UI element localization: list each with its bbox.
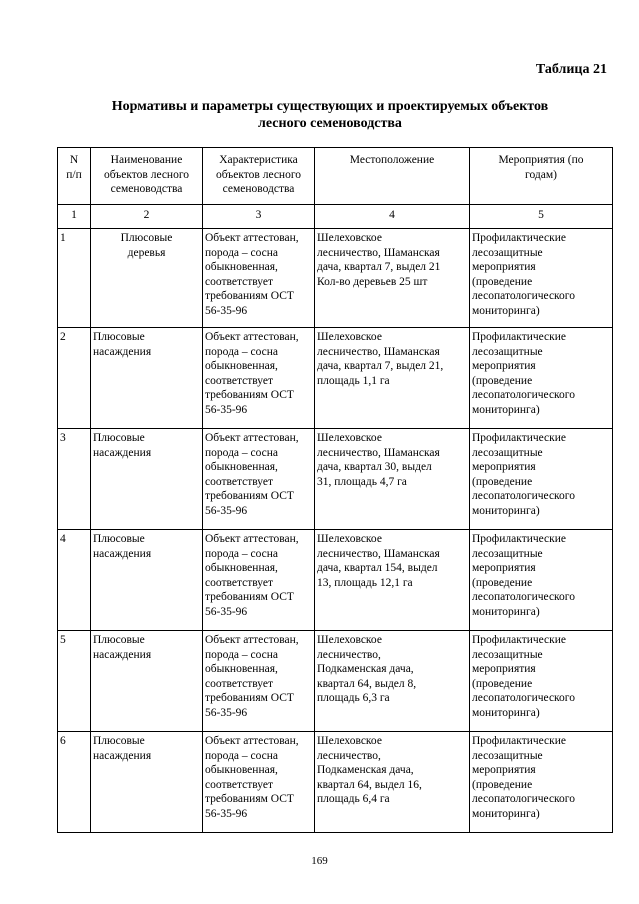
cell-line: Объект аттестован, bbox=[205, 533, 299, 545]
cell-measures bbox=[470, 732, 613, 833]
col-index: 1 bbox=[58, 205, 91, 229]
cell-measures bbox=[470, 429, 613, 530]
cell-location bbox=[315, 530, 470, 631]
cell-line: лесопатологического bbox=[472, 490, 575, 502]
cell-line: Шелеховское bbox=[317, 331, 382, 343]
cell-line: площадь 1,1 га bbox=[317, 374, 390, 387]
cell-characteristic bbox=[203, 229, 315, 328]
cell-characteristic bbox=[203, 732, 315, 833]
cell-line: мероприятия bbox=[472, 461, 536, 473]
cell-line: 56-35-96 bbox=[205, 304, 248, 317]
cell-line: дача, квартал 30, выдел bbox=[317, 461, 432, 473]
cell-line: лесозащитные bbox=[472, 246, 543, 259]
cell-line: Плюсовые bbox=[120, 232, 173, 244]
cell-line: порода – сосна bbox=[205, 345, 279, 358]
cell-line: соответствует bbox=[205, 677, 274, 690]
cell-line: Профилактические bbox=[472, 432, 566, 444]
table-label: Таблица 21 bbox=[535, 62, 607, 77]
cell-characteristic bbox=[203, 429, 315, 530]
cell-line: (проведение bbox=[472, 576, 533, 589]
cell-line: Объект аттестован, bbox=[205, 634, 299, 646]
page-number: 169 bbox=[311, 855, 328, 867]
cell-measures bbox=[470, 229, 613, 328]
table-row bbox=[58, 631, 613, 732]
cell-line: Шелеховское bbox=[317, 432, 382, 444]
cell-line: мониторинга) bbox=[472, 807, 540, 820]
cell-object-name bbox=[91, 429, 203, 530]
cell-line: обыкновенная, bbox=[205, 562, 278, 574]
cell-line: насаждения bbox=[93, 749, 152, 762]
cell-line: Профилактические bbox=[472, 533, 566, 545]
cell-line: 13, площадь 12,1 га bbox=[317, 576, 413, 589]
table-row bbox=[58, 328, 613, 429]
cell-line: лесничество, Шаманская bbox=[317, 345, 440, 358]
seed-objects-table bbox=[57, 147, 613, 833]
cell-line: лесозащитные bbox=[472, 648, 543, 661]
table-title bbox=[60, 98, 600, 132]
cell-line: Шелеховское bbox=[317, 735, 382, 747]
cell-location bbox=[315, 732, 470, 833]
cell-line: соответствует bbox=[205, 778, 274, 791]
cell-line: площадь 6,4 га bbox=[317, 793, 390, 805]
cell-line: порода – сосна bbox=[205, 246, 279, 259]
table-row bbox=[58, 732, 613, 833]
cell-line: мероприятия bbox=[472, 562, 536, 574]
cell-location bbox=[315, 429, 470, 530]
cell-line: Плюсовые bbox=[93, 331, 145, 343]
cell-line: лесничество, bbox=[317, 749, 381, 762]
cell-line: соответствует bbox=[205, 275, 274, 288]
table-row bbox=[58, 229, 613, 328]
col-header-number: N п/п bbox=[58, 148, 91, 205]
cell-line: насаждения bbox=[93, 547, 152, 560]
cell-line: требованиям ОСТ bbox=[205, 389, 294, 401]
table-row bbox=[58, 429, 613, 530]
cell-line: 56-35-96 bbox=[205, 403, 248, 416]
cell-line: (проведение bbox=[472, 778, 533, 791]
cell-line: соответствует bbox=[205, 576, 274, 589]
title-line-1: Нормативы и параметры существующих и проектируемых объектов bbox=[111, 99, 549, 114]
cell-line: лесозащитные bbox=[472, 547, 543, 560]
cell-line: 56-35-96 bbox=[205, 706, 248, 719]
cell-line: Плюсовые bbox=[93, 533, 145, 545]
cell-line: Профилактические bbox=[472, 634, 566, 646]
cell-number: 4 bbox=[58, 530, 91, 631]
cell-line: дача, квартал 7, выдел 21, bbox=[317, 360, 444, 372]
cell-line: требованиям ОСТ bbox=[205, 591, 294, 603]
col-header-characteristic: Характеристика объектов лесного семеноводства bbox=[203, 148, 315, 205]
header-row bbox=[58, 148, 613, 205]
col-index: 3 bbox=[203, 205, 315, 229]
cell-line: Плюсовые bbox=[93, 432, 145, 444]
cell-line: лесопатологического bbox=[472, 692, 575, 704]
col-index: 5 bbox=[470, 205, 613, 229]
col-header-name: Наименование объектов лесного семеноводства bbox=[91, 148, 203, 205]
col-header-measures: Мероприятия (по годам) bbox=[470, 148, 613, 205]
cell-line: лесопатологического bbox=[472, 591, 575, 603]
cell-line: мониторинга) bbox=[472, 504, 540, 517]
col-index: 4 bbox=[315, 205, 470, 229]
cell-line: соответствует bbox=[205, 374, 274, 387]
cell-line: (проведение bbox=[472, 275, 533, 288]
cell-object-name bbox=[91, 328, 203, 429]
cell-line: Шелеховское bbox=[317, 634, 382, 646]
cell-line: соответствует bbox=[205, 475, 274, 488]
cell-line: мероприятия bbox=[472, 261, 536, 273]
cell-line: насаждения bbox=[93, 446, 152, 459]
cell-characteristic bbox=[203, 328, 315, 429]
cell-line: лесничество, Шаманская bbox=[317, 547, 440, 560]
cell-line: Профилактические bbox=[472, 735, 566, 747]
cell-line: Объект аттестован, bbox=[205, 735, 299, 747]
table-row bbox=[58, 530, 613, 631]
cell-line: мониторинга) bbox=[472, 403, 540, 416]
cell-line: лесничество, Шаманская bbox=[317, 246, 440, 259]
cell-line: мероприятия bbox=[472, 764, 536, 776]
cell-object-name bbox=[91, 732, 203, 833]
cell-line: площадь 6,3 га bbox=[317, 692, 390, 704]
cell-line: Плюсовые bbox=[93, 735, 145, 747]
cell-line: квартал 64, выдел 16, bbox=[317, 778, 422, 791]
cell-line: обыкновенная, bbox=[205, 261, 278, 273]
cell-line: требованиям ОСТ bbox=[205, 793, 294, 805]
cell-line: Плюсовые bbox=[93, 634, 145, 646]
cell-line: порода – сосна bbox=[205, 749, 279, 762]
cell-line: обыкновенная, bbox=[205, 360, 278, 372]
cell-number: 1 bbox=[58, 229, 91, 328]
cell-line: порода – сосна bbox=[205, 547, 279, 560]
cell-line: лесозащитные bbox=[472, 345, 543, 358]
cell-line: 56-35-96 bbox=[205, 504, 248, 517]
cell-line: лесопатологического bbox=[472, 389, 575, 401]
cell-characteristic bbox=[203, 631, 315, 732]
cell-line: насаждения bbox=[93, 648, 152, 661]
cell-line: дача, квартал 7, выдел 21 bbox=[317, 261, 441, 273]
cell-line: порода – сосна bbox=[205, 446, 279, 459]
cell-characteristic bbox=[203, 530, 315, 631]
cell-line: Профилактические bbox=[472, 331, 566, 343]
cell-line: Объект аттестован, bbox=[205, 432, 299, 444]
cell-line: квартал 64, выдел 8, bbox=[317, 677, 417, 690]
cell-line: обыкновенная, bbox=[205, 461, 278, 473]
cell-object-name bbox=[91, 229, 203, 328]
cell-line: лесопатологического bbox=[472, 290, 575, 302]
cell-location bbox=[315, 229, 470, 328]
cell-line: требованиям ОСТ bbox=[205, 490, 294, 502]
cell-measures bbox=[470, 530, 613, 631]
cell-line: деревья bbox=[127, 246, 166, 259]
cell-line: мониторинга) bbox=[472, 605, 540, 618]
cell-line: дача, квартал 154, выдел bbox=[317, 562, 438, 574]
cell-line: Подкаменская дача, bbox=[317, 764, 414, 776]
cell-measures bbox=[470, 631, 613, 732]
cell-number: 5 bbox=[58, 631, 91, 732]
cell-line: Шелеховское bbox=[317, 533, 382, 545]
cell-line: лесопатологического bbox=[472, 793, 575, 805]
cell-line: мероприятия bbox=[472, 360, 536, 372]
cell-line: мониторинга) bbox=[472, 706, 540, 719]
cell-line: лесничество, Шаманская bbox=[317, 446, 440, 459]
cell-line: 56-35-96 bbox=[205, 605, 248, 618]
cell-line: порода – сосна bbox=[205, 648, 279, 661]
cell-line: Кол-во деревьев 25 шт bbox=[317, 275, 428, 288]
cell-line: требованиям ОСТ bbox=[205, 692, 294, 704]
col-index: 2 bbox=[91, 205, 203, 229]
cell-line: Объект аттестован, bbox=[205, 232, 299, 244]
cell-object-name bbox=[91, 631, 203, 732]
cell-line: (проведение bbox=[472, 677, 533, 690]
cell-number: 2 bbox=[58, 328, 91, 429]
cell-line: (проведение bbox=[472, 374, 533, 387]
cell-line: (проведение bbox=[472, 475, 533, 488]
column-index-row bbox=[58, 205, 613, 229]
cell-line: обыкновенная, bbox=[205, 764, 278, 776]
cell-line: мероприятия bbox=[472, 663, 536, 675]
cell-object-name bbox=[91, 530, 203, 631]
cell-line: 56-35-96 bbox=[205, 807, 248, 820]
cell-line: требованиям ОСТ bbox=[205, 290, 294, 302]
title-line-2: лесного семеноводства bbox=[258, 116, 402, 131]
col-header-location: Местоположение bbox=[315, 148, 470, 205]
cell-line: мониторинга) bbox=[472, 304, 540, 317]
cell-line: Подкаменская дача, bbox=[317, 663, 414, 675]
cell-measures bbox=[470, 328, 613, 429]
cell-line: лесозащитные bbox=[472, 749, 543, 762]
cell-line: лесозащитные bbox=[472, 446, 543, 459]
cell-line: Шелеховское bbox=[317, 232, 382, 244]
cell-line: Профилактические bbox=[472, 232, 566, 244]
cell-location bbox=[315, 631, 470, 732]
cell-number: 3 bbox=[58, 429, 91, 530]
cell-line: насаждения bbox=[93, 345, 152, 358]
cell-line: Объект аттестован, bbox=[205, 331, 299, 343]
cell-location bbox=[315, 328, 470, 429]
cell-line: обыкновенная, bbox=[205, 663, 278, 675]
cell-line: 31, площадь 4,7 га bbox=[317, 475, 407, 488]
cell-number: 6 bbox=[58, 732, 91, 833]
cell-line: лесничество, bbox=[317, 648, 381, 661]
